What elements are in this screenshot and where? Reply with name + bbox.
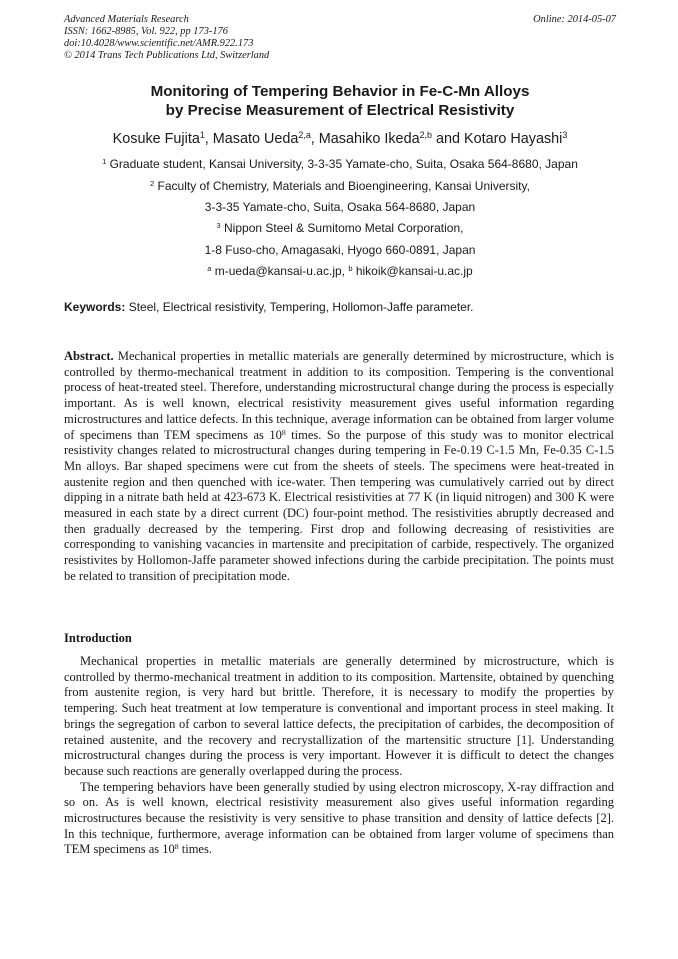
affiliation-3 xyxy=(64,221,616,236)
author-name: Kosuke Fujita xyxy=(112,131,200,147)
title-line-2: by Precise Measurement of Electrical Resistivity xyxy=(165,102,515,119)
author-separator: , xyxy=(310,131,319,147)
email-separator: , xyxy=(341,264,349,278)
keywords-label: Keywords: xyxy=(64,300,126,314)
author-affiliation-mark: 3 xyxy=(562,130,568,141)
journal-copyright: © 2014 Trans Tech Publications Ltd, Switzerland xyxy=(64,50,270,61)
keywords xyxy=(64,300,616,315)
affiliation-mark: 3 xyxy=(216,220,221,230)
introduction-paragraph-2 xyxy=(64,780,614,859)
author-name: Kotaro Hayashi xyxy=(463,131,563,147)
paragraph-exponent: 8 xyxy=(174,842,179,852)
affiliation-text: 3-3-35 Yamate-cho, Suita, Osaka 564-8680, Japan xyxy=(204,200,476,214)
paper-title xyxy=(64,82,616,120)
keywords-text: Steel, Electrical resistivity, Tempering, Hollomon-Jaffe parameter. xyxy=(128,300,474,314)
paragraph-text-continued: times. xyxy=(178,842,212,857)
abstract-exponent: 8 xyxy=(281,427,286,437)
email-a: m-ueda@kansai-u.ac.jp xyxy=(214,264,342,278)
author-separator: , xyxy=(204,131,213,147)
affiliation-mark: 2 xyxy=(150,178,155,188)
email-mark: a xyxy=(207,263,212,273)
author-separator: and xyxy=(431,131,464,147)
introduction-body xyxy=(64,654,614,858)
author-affiliation-mark: 2,b xyxy=(419,130,432,141)
abstract-label: Abstract. xyxy=(64,349,114,363)
journal-header xyxy=(64,14,616,62)
affiliation-mark: 1 xyxy=(102,156,107,166)
paragraph-text: The tempering behaviors have been generally studied by using electron microscopy, X-ray diffraction and so on. As is well known, electrical resistivity measurement also gives useful information regarding microstructures because the resistivity is very sensitive to phase transition and density of lattice defects [2]. In this technique, furthermore, average information can be obtained from larger volume of specimens than TEM specimens as 10 xyxy=(64,779,614,857)
author-name: Masahiko Ikeda xyxy=(318,131,420,147)
affiliation-text: Nippon Steel & Sumitomo Metal Corporation, xyxy=(224,221,464,235)
abstract-text-continued: times. So the purpose of this study was to monitor electrical resistivity changes related to microstructural changes during tempering in Fe-0.19 C-1.5 Mn, Fe-0.35 C-1.5 Mn alloys. Bar shaped specimens were cut from the sheets of steels. The specimens were heat-treated in austenite region and then quenched with ice-water. Then tempering was cumulatively carried out by direct dipping in a nitrate bath held at 423-673 K. Electrical resistivities at 77 K (in liquid nitrogen) and 300 K were measured in each state by a direct current (DC) four-point method. The resistivities abruptly decreased and then gradually decreased by the tempering. First drop and following decreasing of resistivities are corresponding to vanishing vacancies in martensite and precipitation of carbide, respectively. The organized resistivites by Hollomon-Jaffe parameter showed infections during the carbide precipitation. The points must be related to transition of precipitation mode. xyxy=(64,427,614,583)
affiliation-text: 1-8 Fuso-cho, Amagasaki, Hyogo 660-0891, Japan xyxy=(204,243,476,257)
affiliation-text: Graduate student, Kansai University, 3-3-35 Yamate-cho, Suita, Osaka 564-8680, Japan xyxy=(109,157,578,171)
author-affiliation-mark: 1 xyxy=(199,130,205,141)
abstract xyxy=(64,349,614,585)
affiliation-2 xyxy=(64,179,616,194)
affiliation-1 xyxy=(64,157,616,172)
author-affiliation-mark: 2,a xyxy=(298,130,311,141)
journal-doi: doi:10.4028/www.scientific.net/AMR.922.173 xyxy=(64,38,254,49)
title-line-1: Monitoring of Tempering Behavior in Fe-C-Mn Alloys xyxy=(150,83,530,100)
author-list xyxy=(64,130,616,148)
journal-name: Advanced Materials Research xyxy=(64,14,189,25)
introduction-paragraph-1: Mechanical properties in metallic materials are generally determined by microstructure, which is controlled by thermo-mechanical treatment in addition to its composition. Martensite, obtained by quenching from austenite region, is very hard but brittle. Therefore, it is necessary to modify the properties by tempering. Such heat treatment at low temperature is conventional and important process in steel making. It brings the segregation of carbon to several lattice defects, the precipitation of carbides, the decomposition of retained austenite, and the recovery and recrystallization of the martensitic structure [1]. Understanding microstructural changes during the process is very important. However it is difficult to detect the changes because such reactions are generally overlapped during the process. xyxy=(64,654,614,778)
author-name: Masato Ueda xyxy=(212,131,299,147)
affiliation-2-address xyxy=(64,200,616,215)
introduction-heading: Introduction xyxy=(64,631,132,645)
email-mark: b xyxy=(348,263,353,273)
online-date: Online: 2014-05-07 xyxy=(533,14,616,25)
affiliation-text: Faculty of Chemistry, Materials and Bioengineering, Kansai University, xyxy=(157,179,530,193)
email-line xyxy=(64,264,616,279)
affiliation-3-address xyxy=(64,243,616,258)
journal-issn: ISSN: 1662-8985, Vol. 922, pp 173-176 xyxy=(64,26,228,37)
email-b: hikoik@kansai-u.ac.jp xyxy=(355,264,473,278)
abstract-text: Mechanical properties in metallic materials are generally determined by microstructure, which is controlled by thermo-mechanical treatment in addition to its composition. Tempering is the conventional process of heat-treated steel. Therefore, understanding microstructural change during the process is especially important. As is well known, electrical resistivity measurement gives useful information regarding microstructures and lattice defects. In this technique, average information can be obtained from larger volume of specimens than TEM specimens as 10 xyxy=(64,349,615,442)
